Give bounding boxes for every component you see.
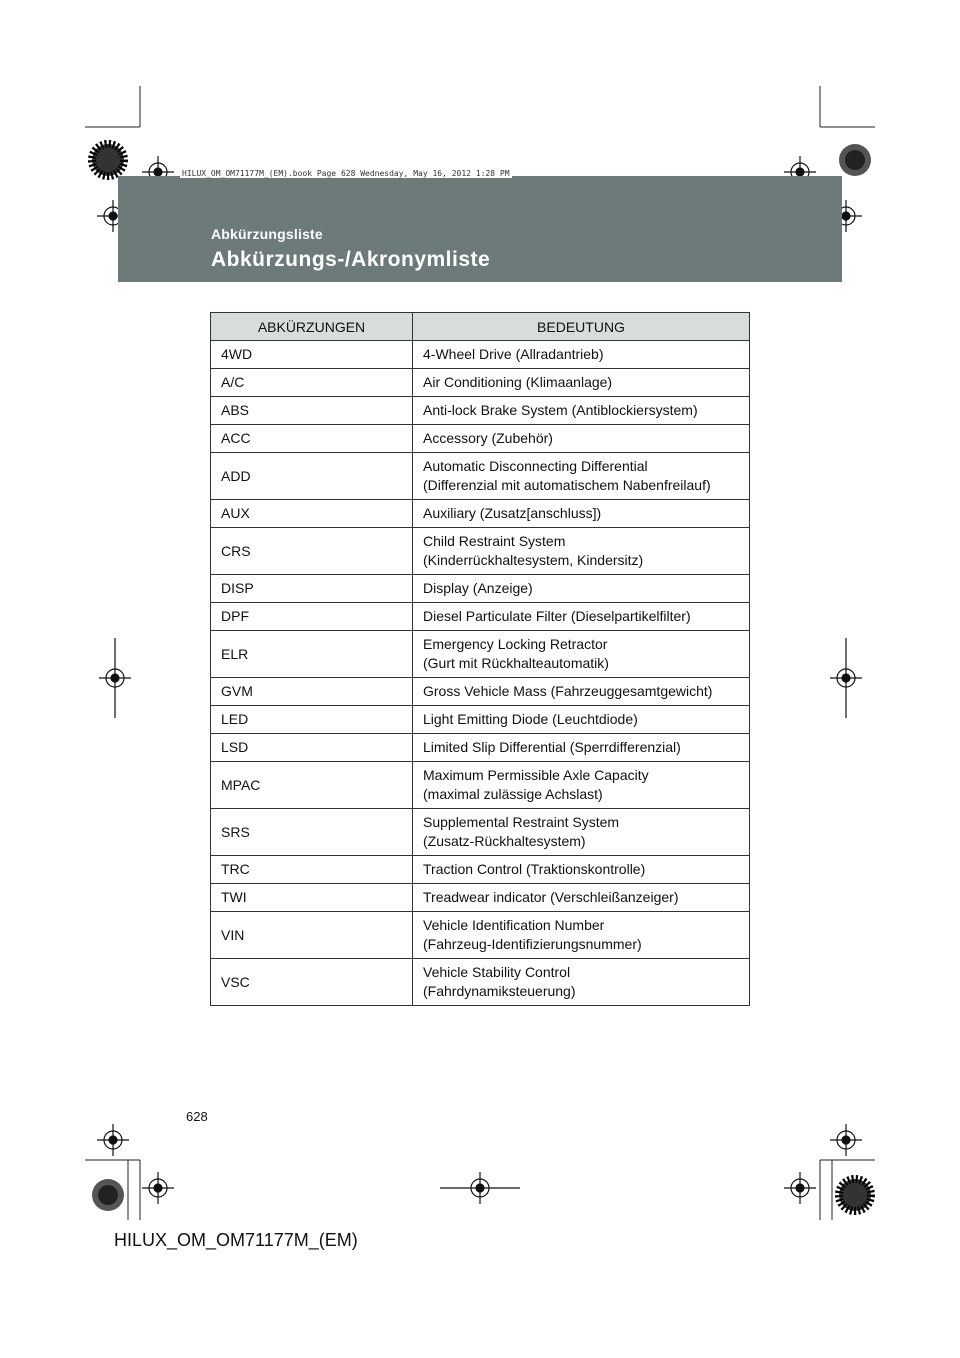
book-info-stamp: HILUX_OM_OM71177M_(EM).book Page 628 Wednesday, May 16, 2012 1:28 PM <box>182 169 510 178</box>
meaning-line: (Kinderrückhaltesystem, Kindersitz) <box>423 552 644 568</box>
table-row <box>211 678 750 706</box>
table-row <box>211 912 750 959</box>
meaning-cell <box>413 603 750 631</box>
table-row <box>211 706 750 734</box>
abbreviation-cell: LSD <box>211 734 413 762</box>
table-body <box>211 341 750 1006</box>
meaning-cell <box>413 809 750 856</box>
meaning-line: Auxiliary (Zusatz[anschluss]) <box>423 505 602 521</box>
column-header-meaning: BEDEUTUNG <box>413 313 750 341</box>
table-row <box>211 603 750 631</box>
meaning-line: Anti-lock Brake System (Antiblockiersystem) <box>423 402 698 418</box>
abbreviation-cell: 4WD <box>211 341 413 369</box>
page-title: Abkürzungs-/Akronymliste <box>211 248 491 271</box>
meaning-line: Air Conditioning (Klimaanlage) <box>423 374 613 390</box>
meaning-line: Gross Vehicle Mass (Fahrzeuggesamtgewicht) <box>423 683 713 699</box>
table-row <box>211 762 750 809</box>
meaning-line: Emergency Locking Retractor <box>423 636 608 652</box>
meaning-line: (maximal zulässige Achslast) <box>423 786 603 802</box>
meaning-cell <box>413 856 750 884</box>
meaning-line: Traction Control (Traktionskontrolle) <box>423 861 646 877</box>
column-header-abbreviation: ABKÜRZUNGEN <box>211 313 413 341</box>
meaning-cell <box>413 959 750 1006</box>
abbreviation-cell: ABS <box>211 397 413 425</box>
meaning-line: Vehicle Stability Control <box>423 964 571 980</box>
abbreviation-cell: TWI <box>211 884 413 912</box>
meaning-cell <box>413 734 750 762</box>
meaning-cell <box>413 706 750 734</box>
meaning-cell <box>413 631 750 678</box>
meaning-cell <box>413 762 750 809</box>
meaning-cell <box>413 678 750 706</box>
meaning-cell <box>413 425 750 453</box>
meaning-line: (Differenzial mit automatischem Nabenfreilauf) <box>423 477 711 493</box>
meaning-line: Automatic Disconnecting Differential <box>423 458 648 474</box>
meaning-line: Diesel Particulate Filter (Dieselpartikelfilter) <box>423 608 691 624</box>
meaning-line: Maximum Permissible Axle Capacity <box>423 767 649 783</box>
table-row <box>211 369 750 397</box>
meaning-line: 4-Wheel Drive (Allradantrieb) <box>423 346 604 362</box>
meaning-line: (Fahrdynamiksteuerung) <box>423 983 576 999</box>
meaning-line: (Zusatz-Rückhaltesystem) <box>423 833 586 849</box>
meaning-cell <box>413 528 750 575</box>
abbreviation-cell: DPF <box>211 603 413 631</box>
abbreviation-cell: SRS <box>211 809 413 856</box>
meaning-cell <box>413 369 750 397</box>
table-row <box>211 884 750 912</box>
meaning-cell <box>413 341 750 369</box>
table-row <box>211 500 750 528</box>
meaning-cell <box>413 397 750 425</box>
table-row <box>211 809 750 856</box>
abbreviation-cell: ADD <box>211 453 413 500</box>
table-row <box>211 575 750 603</box>
meaning-line: Vehicle Identification Number <box>423 917 605 933</box>
page-number: 628 <box>186 1109 208 1124</box>
abbreviation-cell: GVM <box>211 678 413 706</box>
abbreviation-cell: MPAC <box>211 762 413 809</box>
abbreviation-cell: AUX <box>211 500 413 528</box>
abbreviation-cell: VSC <box>211 959 413 1006</box>
table-row <box>211 453 750 500</box>
meaning-line: Child Restraint System <box>423 533 566 549</box>
section-label: Abkürzungsliste <box>211 226 323 242</box>
abbreviation-cell: DISP <box>211 575 413 603</box>
table-row <box>211 856 750 884</box>
table-row <box>211 425 750 453</box>
meaning-line: Display (Anzeige) <box>423 580 533 596</box>
abbreviation-cell: CRS <box>211 528 413 575</box>
table-row <box>211 528 750 575</box>
meaning-cell <box>413 500 750 528</box>
table-row <box>211 734 750 762</box>
meaning-line: (Fahrzeug-Identifizierungsnummer) <box>423 936 642 952</box>
abbreviation-cell: TRC <box>211 856 413 884</box>
meaning-cell <box>413 453 750 500</box>
meaning-cell <box>413 912 750 959</box>
meaning-line: Accessory (Zubehör) <box>423 430 553 446</box>
abbreviation-cell: ACC <box>211 425 413 453</box>
meaning-line: Supplemental Restraint System <box>423 814 620 830</box>
document-code: HILUX_OM_OM71177M_(EM) <box>114 1230 358 1250</box>
table-row <box>211 397 750 425</box>
abbreviation-cell: LED <box>211 706 413 734</box>
meaning-cell <box>413 575 750 603</box>
table-row <box>211 959 750 1006</box>
abbreviation-cell: A/C <box>211 369 413 397</box>
meaning-line: (Gurt mit Rückhalteautomatik) <box>423 655 609 671</box>
meaning-line: Light Emitting Diode (Leuchtdiode) <box>423 711 638 727</box>
meaning-line: Limited Slip Differential (Sperrdifferenzial) <box>423 739 681 755</box>
abbreviation-cell: ELR <box>211 631 413 678</box>
table-row <box>211 631 750 678</box>
table-row <box>211 341 750 369</box>
abbreviation-cell: VIN <box>211 912 413 959</box>
meaning-line: Treadwear indicator (Verschleißanzeiger) <box>423 889 679 905</box>
meaning-cell <box>413 884 750 912</box>
abbreviation-table <box>210 312 750 1006</box>
table-header-row <box>211 313 750 341</box>
